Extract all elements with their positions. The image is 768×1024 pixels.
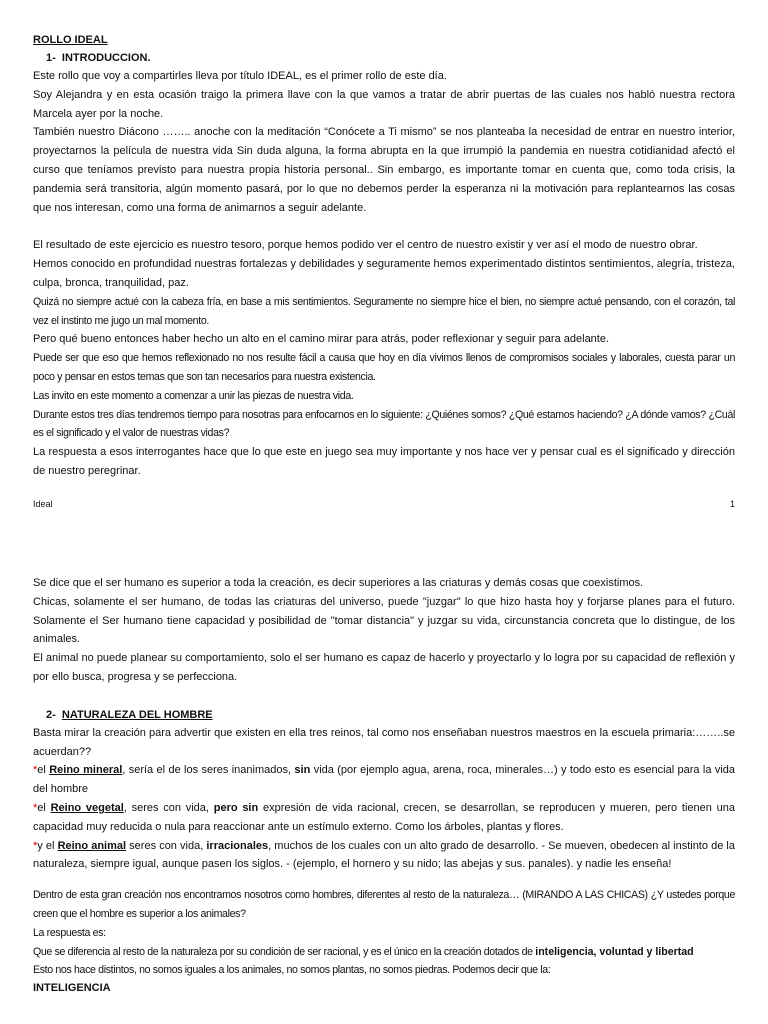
page-1-body [33,31,735,481]
paragraph: El animal no puede planear su comportamiento, solo el ser humano es capaz de hacerlo y proyectarlo y lo logra por su capacidad de reflexión y por ello busca, progresa y se perfecciona. [33,652,735,683]
page-footer [33,499,735,509]
bullet-star: * [33,801,38,814]
paragraph: Hemos conocido en profundidad nuestras fortalezas y debilidades y seguramente hemos experimentado distintos sentimientos, alegría, tristeza, culpa, bronca, tranquilidad, paz. [33,258,735,289]
section-2-heading [33,706,735,724]
page-2-body [33,574,735,996]
paragraph: Quizá no siempre actué con la cabeza fría, en base a mis sentimientos. Seguramente no siempre hice el bien, no siempre actué pensando, con el corazón, tal vez el instinto me jugo un mal momento. [33,295,735,327]
paragraph: Pero qué bueno entonces haber hecho un alto en el camino mirar para atrás, poder reflexionar y seguir para adelante. [33,333,610,346]
section-1-heading [33,49,735,67]
page-number: 1 [729,499,735,509]
footer-label: Ideal [33,499,53,509]
paragraph: Durante estos tres días tendremos tiempo para nosotras para enfocarnos en lo siguiente: ¿Quiénes somos? ¿Qué estamos haciendo? ¿A dónde vamos? ¿Cuál es el significado y el valor de nuestras vidas? [33,408,735,440]
paragraph: Puede ser que eso que hemos reflexionado no nos resulte fácil a causa que hoy en día vivimos llenos de compromisos sociales y laborales, cuesta parar un poco y pensar en estos temas que son tan necesarios para nuestra existencia. [33,352,735,383]
reino-animal-item: *y el Reino animal seres con vida, irracionales, muchos de los cuales con un alto grado de desarrollo. - Se mueven, obedecen al instinto de la naturaleza, siempre igual, aunque pasen los siglos. - (ejemplo, el hornero y su nido; las abejas y sus. panales). y nadie les enseña! [33,839,735,871]
bullet-star: * [33,839,38,852]
document-title: ROLLO IDEAL [33,34,108,46]
paragraph: El resultado de este ejercicio es nuestro tesoro, porque hemos podido ver el centro de nuestro existir y ver así el modo de nuestro obrar. [33,239,698,252]
paragraph: Soy Alejandra y en esta ocasión traigo la primera llave con la que vamos a tratar de abrir puertas de las cuales nos habló nuestra rectora Marcela ayer por la noche. [33,88,735,120]
reino-mineral-item: *el Reino mineral, sería el de los seres inanimados, sin vida (por ejemplo agua, arena, roca, minerales…) y todo esto es esencial para la vida del hombre [33,764,736,796]
spacer [33,217,735,236]
spacer [33,874,735,886]
section-1-number: 1- [46,52,56,64]
spacer [33,687,735,706]
paragraph: Se dice que el ser humano es superior a toda la creación, es decir superiores a las criaturas y demás cosas que coexistimos. [33,577,644,589]
paragraph: Chicas, solamente el ser humano, de todas las criaturas del universo, puede "juzgar" lo que hizo hasta hoy y forjarse planes para el futuro. Solamente el Ser humano tiene capacidad y posibilidad de "tomar distancia" y juzgar su vida, circunstancia concreta que lo distingue, de los animales. [33,595,735,646]
reino-name: Reino animal [57,839,127,852]
paragraph: Este rollo que voy a compartirles lleva por título IDEAL, es el primer rollo de este día. [33,70,447,82]
paragraph: También nuestro Diácono …….. anoche con la meditación “Conócete a Ti mismo” se nos planteaba la necesidad de entrar en nuestro interior, proyectarnos la película de nuestra vida Sin duda alguna, la forma abrupta en la que irrumpió la pandemia en nuestra cotidianidad afectó el curso que teníamos previsto para nuestra propia historia personal.. Sin embargo, es importante tomar en cuenta que, como toda crisis, la pandemia será transitoria, algún momento pasará, por lo que no debemos perder la esperanza ni la motivación para replantearnos las cosas que nos interesan, como una forma de animarnos a seguir adelante. [33,126,735,214]
section-2-title: NATURALEZA DEL HOMBRE [61,708,213,721]
paragraph: Esto nos hace distintos, no somos iguales a los animales, no somos plantas, no somos piedras. Podemos decir que la: [33,964,551,977]
paragraph: Dentro de esta gran creación nos encontramos nosotros como hombres, diferentes al resto de la naturaleza… (MIRANDO A LAS CHICAS) ¿Y ustedes porque creen que el hombre es superior a los animales? [33,889,735,920]
section-2-number: 2- [46,708,56,721]
reino-name: Reino mineral [49,764,123,777]
reino-vegetal-item: *el Reino vegetal, seres con vida, pero sin expresión de vida racional, crecen, se desarrollan, se reproducen y mueren, pero tienen una capacidad muy reducida o nula para reaccionar ante un estímulo externo. Como los árboles, plantas y flores. [33,801,735,833]
inteligencia-heading: INTELIGENCIA [33,982,111,995]
paragraph: Basta mirar la creación para advertir que existen en ella tres reinos, tal como nos enseñaban nuestros maestros en la escuela primaria:……..se acuerdan?? [33,726,735,758]
bullet-star: * [33,764,38,777]
reino-name: Reino vegetal [50,801,124,814]
paragraph: La respuesta a esos interrogantes hace que lo que este en juego sea muy importante y nos hace ver y pensar cual es el significado y dirección de nuestro peregrinar. [33,446,735,477]
paragraph: Las invito en este momento a comenzar a unir las piezas de nuestra vida. [33,389,354,402]
section-1-title: INTRODUCCION. [61,52,151,64]
paragraph: La respuesta es: [33,926,106,939]
paragraph: Que se diferencia al resto de la naturaleza por su condición de ser racional, y es el único en la creación dotados de inteligencia, voluntad y libertad [33,945,694,958]
